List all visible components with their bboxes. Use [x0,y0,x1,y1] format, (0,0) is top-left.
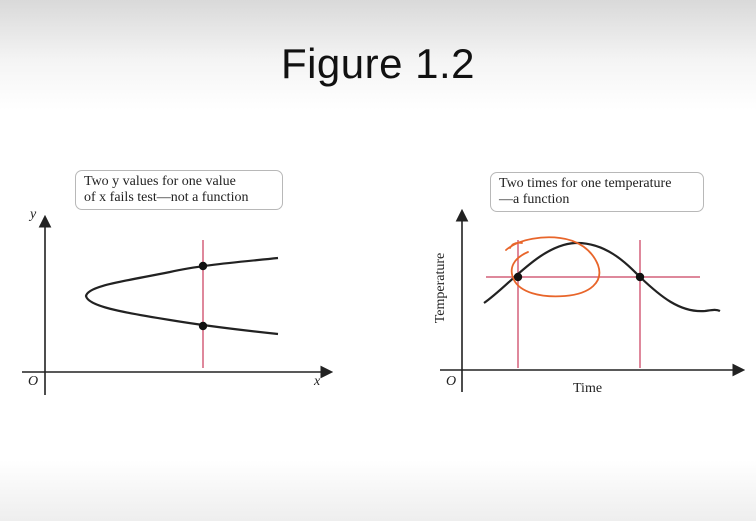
left-x-axis-label: x [314,374,321,389]
left-callout-line1: Two y values for one value [84,174,236,189]
right-callout-line2: —a function [499,192,570,207]
right-callout-line1: Two times for one temperature [499,176,672,191]
right-callout [490,172,704,212]
page-title: Figure 1.2 [280,40,476,87]
right-point-1 [514,273,522,281]
right-y-axis-label: Temperature [433,252,448,324]
right-origin-label: O [446,374,457,389]
right-point-2 [636,273,644,281]
left-origin-label: O [28,374,39,389]
orange-annotation-scribble [506,237,599,296]
right-x-axis-label: Time [573,381,603,396]
left-callout-line2: of x fails test—not a function [84,190,249,205]
left-y-axis-label: y [30,207,37,222]
